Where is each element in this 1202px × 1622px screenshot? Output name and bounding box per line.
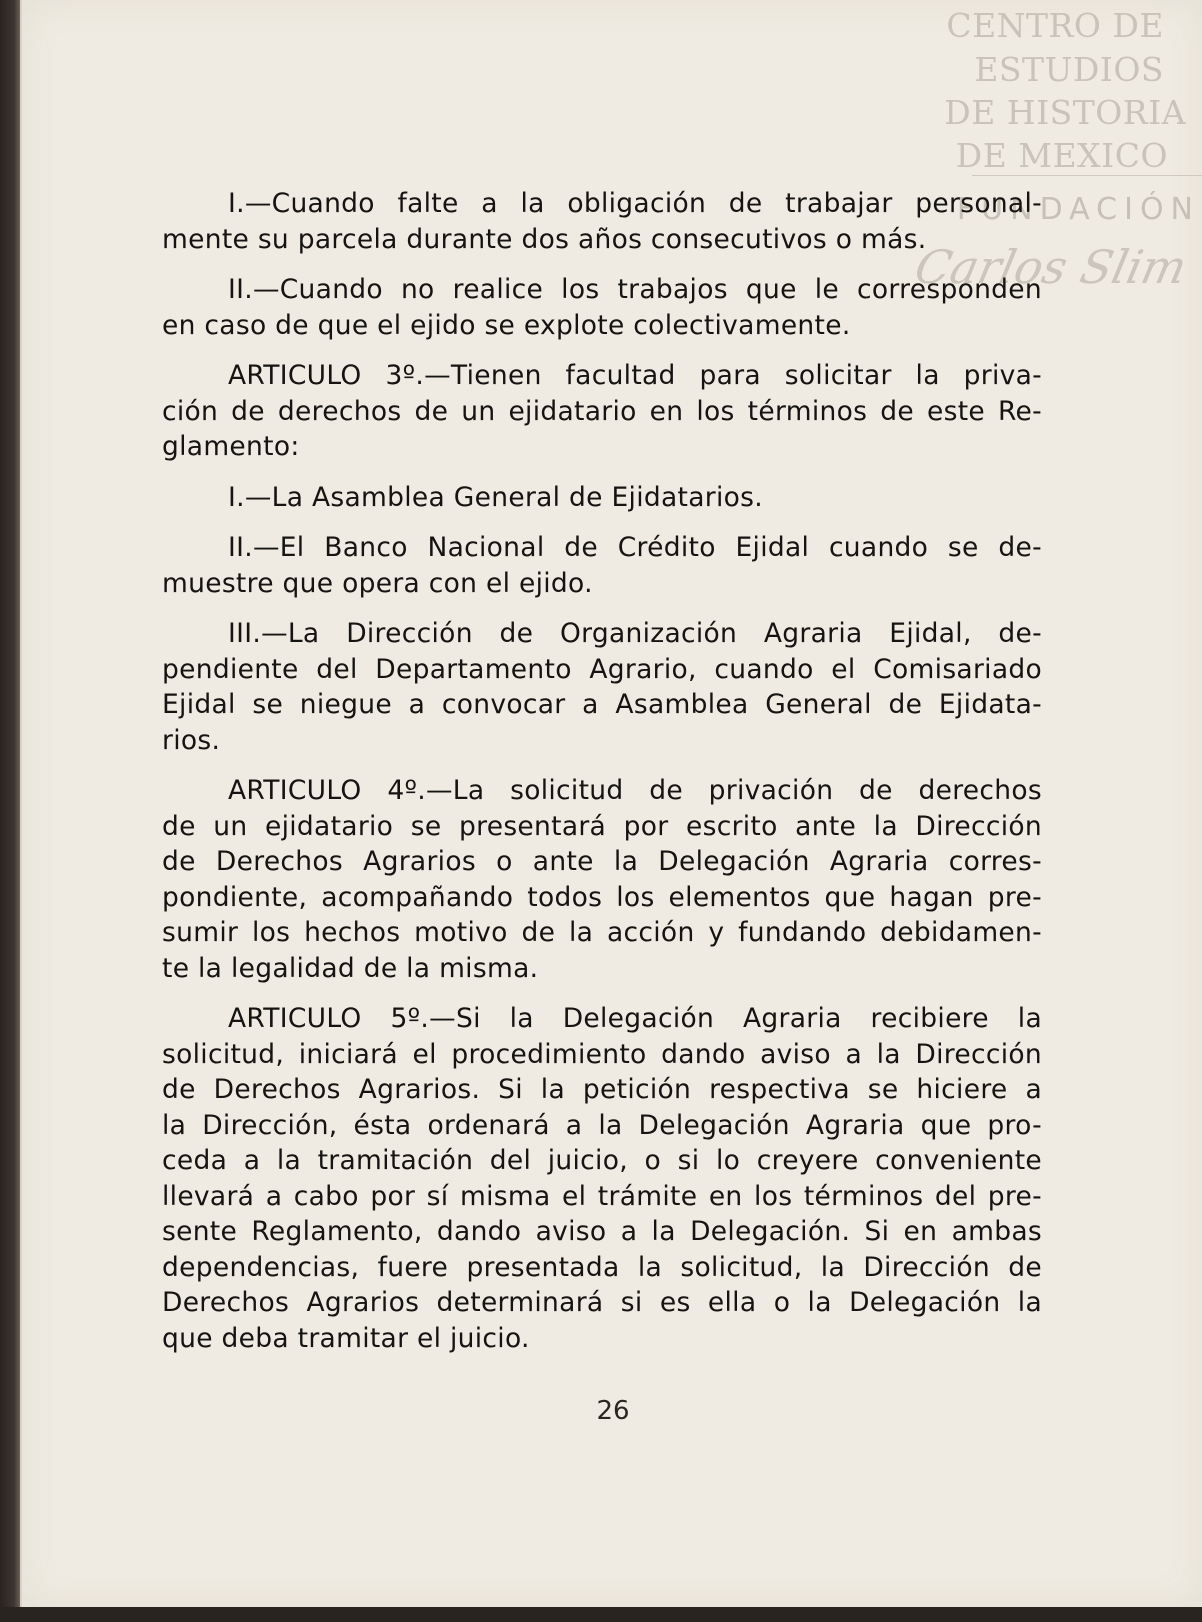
paragraph-direccion [162, 616, 1042, 758]
text-line: sente Reglamento, dando aviso a la Delegación. Si en ambas [162, 1216, 1042, 1247]
text-line: II.—El Banco Nacional de Crédito Ejidal cuando se de- [228, 532, 1042, 563]
text-line: II.—Cuando no realice los trabajos que le corresponden [228, 274, 1042, 305]
watermark-fundacion: FUNDACIÓN [956, 192, 1200, 227]
paragraph-articulo-5 [162, 1001, 1042, 1356]
body-text [162, 186, 1042, 1371]
text-line: ARTICULO 3º.—Tienen facultad para solicitar la priva- [228, 360, 1042, 391]
paragraph-articulo-3 [162, 358, 1042, 465]
document-page [20, 0, 1202, 1607]
watermark-line-4: DE MEXICO [955, 136, 1168, 175]
paragraph-fraction-i [162, 186, 1042, 257]
watermark-line-1: CENTRO DE [946, 6, 1164, 45]
text-line: pendiente del Departamento Agrario, cuando el Comisariado [162, 653, 1042, 685]
watermark-rule [972, 175, 1202, 176]
text-line: Ejidal se niegue a convocar a Asamblea General de Ejidata- [162, 689, 1042, 720]
watermark-line-3: DE HISTORIA [944, 93, 1186, 132]
text-line: solicitud, iniciará el procedimiento dando aviso a la Dirección [162, 1038, 1042, 1070]
page-number: 26 [596, 1396, 630, 1426]
paragraph-fraction-ii [162, 272, 1042, 343]
paragraph-banco [162, 530, 1042, 601]
paragraph-asamblea [162, 480, 1042, 516]
text-line: sumir los hechos motivo de la acción y fundando debidamen- [162, 917, 1042, 948]
scan-edge-bottom [0, 1607, 1202, 1622]
text-line: ARTICULO 4º.—La solicitud de privación de derechos [228, 775, 1042, 806]
text-line: llevará a cabo por sí misma el trámite en los términos del pre- [162, 1180, 1042, 1212]
text-line: de un ejidatario se presentará por escrito ante la Dirección [162, 810, 1042, 842]
text-line: III.—La Dirección de Organización Agraria Ejidal, de- [228, 618, 1042, 649]
text-line: ceda a la tramitación del juicio, o si lo creyere conveniente [162, 1145, 1042, 1176]
watermark-line-2: ESTUDIOS [974, 50, 1164, 89]
text-line: de Derechos Agrarios. Si la petición respectiva se hiciere a [162, 1074, 1042, 1105]
text-line: que deba tramitar el juicio. [162, 1322, 530, 1354]
text-line: pondiente, acompañando todos los elementos que hagan pre- [162, 881, 1042, 913]
text-line: de Derechos Agrarios o ante la Delegación Agraria corres- [162, 846, 1042, 877]
paragraph-articulo-4 [162, 773, 1042, 986]
text-line: en caso de que el ejido se explote colectivamente. [162, 309, 851, 341]
text-line: mente su parcela durante dos años consecutivos o más. [162, 223, 927, 255]
text-line: glamento: [162, 431, 300, 462]
text-line: Derechos Agrarios determinará si es ella o la Delegación la [162, 1287, 1042, 1318]
text-line: muestre que opera con el ejido. [162, 567, 593, 599]
scan-edge-left [0, 0, 20, 1607]
text-line: rios. [162, 724, 221, 756]
text-line: I.—Cuando falte a la obligación de trabajar personal- [228, 188, 1042, 219]
text-line: la Dirección, ésta ordenará a la Delegación Agraria que pro- [162, 1109, 1042, 1141]
text-line: ción de derechos de un ejidatario en los términos de este Re- [162, 395, 1042, 427]
text-line: te la legalidad de la misma. [162, 952, 539, 984]
text-line: I.—La Asamblea General de Ejidatarios. [228, 481, 763, 513]
text-line: dependencias, fuere presentada la solicitud, la Dirección de [162, 1251, 1042, 1283]
text-line: ARTICULO 5º.—Si la Delegación Agraria recibiere la [228, 1003, 1042, 1034]
watermark-signature: Carlos Slim [910, 240, 1192, 294]
